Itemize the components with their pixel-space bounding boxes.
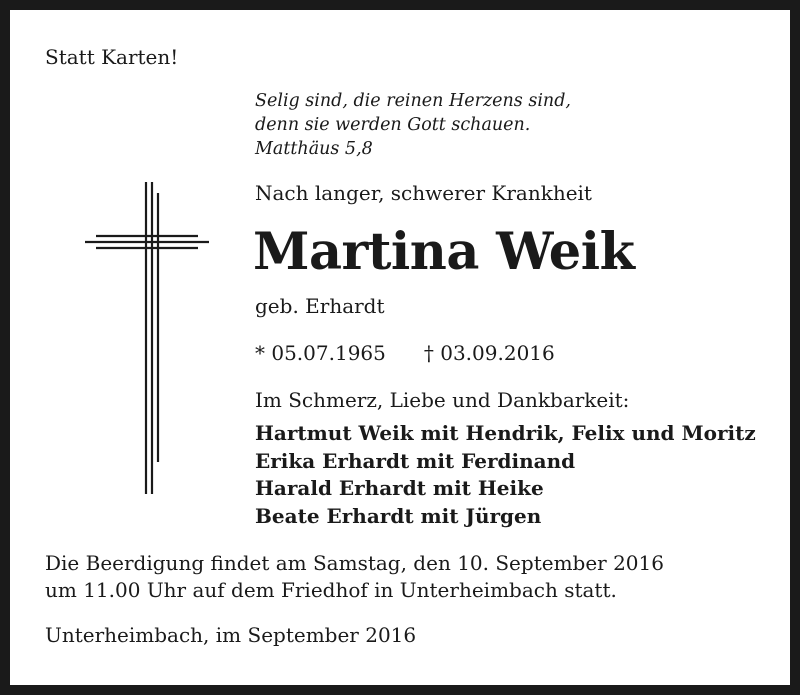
header-text: Statt Karten! — [45, 45, 179, 69]
mourner-entry: Harald Erhardt mit Heike — [255, 476, 544, 500]
mourners-list — [255, 420, 756, 530]
quote-line: denn sie werden Gott schauen. — [255, 115, 531, 135]
intro-text: Nach langer, schwerer Krankheit — [255, 181, 592, 205]
birth-date: * 05.07.1965 — [255, 341, 386, 365]
mourner-entry: Erika Erhardt mit Ferdinand — [255, 448, 576, 473]
funeral-line: um 11.00 Uhr auf dem Friedhof in Unterheimbach statt. — [45, 578, 617, 602]
cross-icon — [85, 182, 209, 494]
funeral-info — [45, 550, 664, 604]
death-date: † 03.09.2016 — [423, 341, 555, 365]
funeral-line: Die Beerdigung findet am Samstag, den 10. September 2016 — [45, 551, 664, 575]
obituary-notice — [10, 10, 790, 685]
quote-reference: Matthäus 5,8 — [255, 139, 373, 159]
place-date: Unterheimbach, im September 2016 — [45, 623, 417, 647]
mourner-entry: Hartmut Weik mit Hendrik, Felix und Moritz — [255, 421, 756, 445]
deceased-name: Martina Weik — [253, 222, 635, 282]
mourner-entry: Beate Erhardt mit Jürgen — [255, 503, 542, 528]
quote-line: Selig sind, die reinen Herzens sind, — [255, 91, 571, 111]
mourners-label: Im Schmerz, Liebe und Dankbarkeit: — [255, 388, 630, 412]
maiden-name: geb. Erhardt — [255, 294, 385, 318]
bible-quote — [255, 89, 571, 161]
life-dates — [255, 341, 555, 365]
